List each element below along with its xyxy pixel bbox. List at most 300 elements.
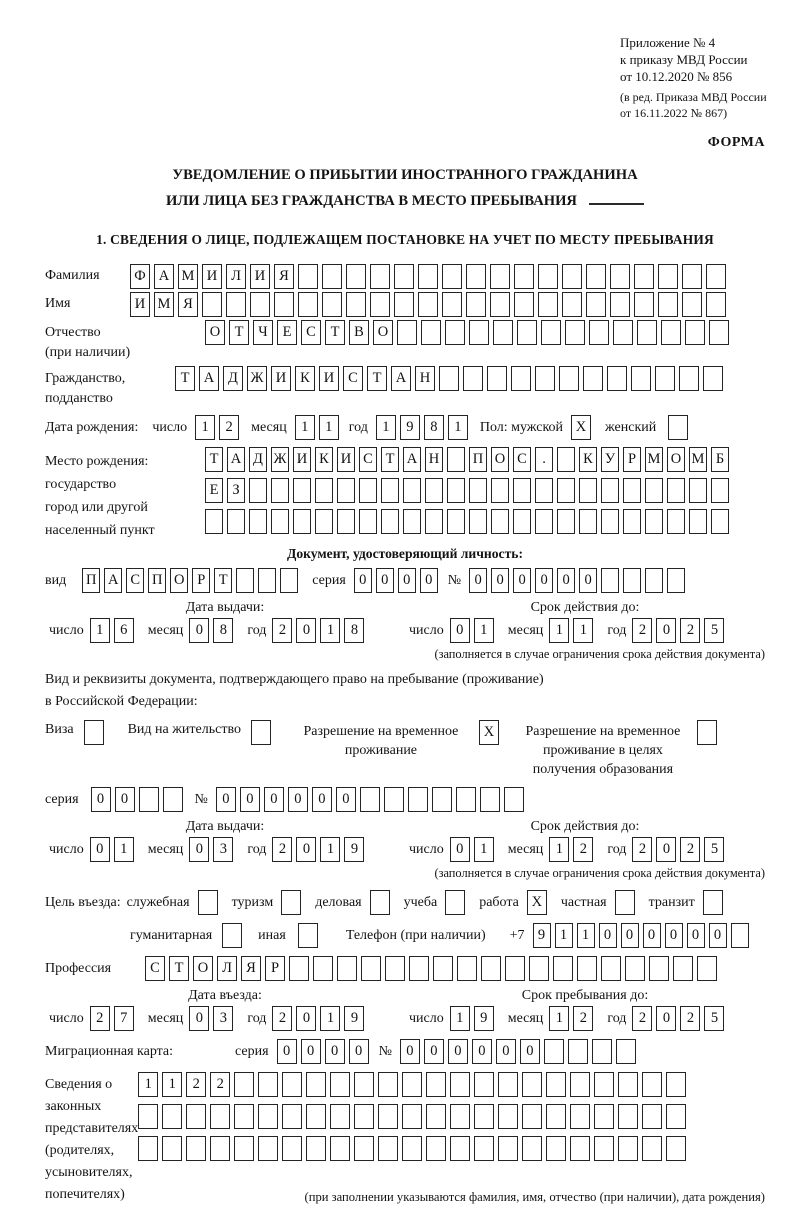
representative-cell[interactable]: [138, 1136, 158, 1161]
birth-place-cell[interactable]: [359, 509, 377, 534]
profession-cell[interactable]: [625, 956, 645, 981]
stay-year-cell[interactable]: 2: [680, 1006, 700, 1031]
name-cell[interactable]: И: [130, 292, 150, 317]
stay-day-cell[interactable]: 1: [450, 1006, 470, 1031]
valid-month-cell[interactable]: 1: [573, 618, 593, 643]
doc-type-cell[interactable]: О: [170, 568, 188, 593]
migration-number-cell[interactable]: [616, 1039, 636, 1064]
surname-cell[interactable]: [442, 264, 462, 289]
representative-cell[interactable]: [162, 1104, 182, 1129]
birth-place-cell[interactable]: К: [579, 447, 597, 472]
migration-series-cell[interactable]: 0: [301, 1039, 321, 1064]
patronymic-cell[interactable]: [541, 320, 561, 345]
doc-type-cell[interactable]: [280, 568, 298, 593]
representative-cell[interactable]: [522, 1136, 542, 1161]
profession-cell[interactable]: [337, 956, 357, 981]
issue-year-cell[interactable]: 9: [344, 837, 364, 862]
surname-cell[interactable]: [418, 264, 438, 289]
doc-number-cell[interactable]: [667, 568, 685, 593]
residence-number-cell[interactable]: [384, 787, 404, 812]
name-cell[interactable]: [298, 292, 318, 317]
name-cell[interactable]: [250, 292, 270, 317]
representative-cell[interactable]: [618, 1072, 638, 1097]
representative-cell[interactable]: [306, 1072, 326, 1097]
representative-cell[interactable]: [594, 1072, 614, 1097]
citizenship-cell[interactable]: [439, 366, 459, 391]
citizenship-cell[interactable]: [463, 366, 483, 391]
residence-series-cell[interactable]: 0: [91, 787, 111, 812]
name-cell[interactable]: Я: [178, 292, 198, 317]
birth-place-cell[interactable]: [513, 478, 531, 503]
representative-cell[interactable]: [618, 1104, 638, 1129]
valid-year-cell[interactable]: 0: [656, 618, 676, 643]
birth-place-cell[interactable]: [205, 509, 223, 534]
entry-year-cell[interactable]: 2: [272, 1006, 292, 1031]
official-checkbox[interactable]: [198, 890, 218, 915]
citizenship-cell[interactable]: С: [343, 366, 363, 391]
representative-cell[interactable]: [522, 1072, 542, 1097]
birth-place-cell[interactable]: М: [645, 447, 663, 472]
issue-day-cell[interactable]: 0: [90, 837, 110, 862]
name-cell[interactable]: [442, 292, 462, 317]
birth-place-cell[interactable]: [667, 478, 685, 503]
birth-place-cell[interactable]: [491, 509, 509, 534]
birth-place-cell[interactable]: [359, 478, 377, 503]
valid-month-cell[interactable]: 2: [573, 837, 593, 862]
representative-cell[interactable]: [234, 1136, 254, 1161]
birth-place-cell[interactable]: Р: [623, 447, 641, 472]
birth-place-cell[interactable]: .: [535, 447, 553, 472]
patronymic-cell[interactable]: Ч: [253, 320, 273, 345]
birth-place-cell[interactable]: [271, 509, 289, 534]
birth-place-cell[interactable]: [579, 478, 597, 503]
doc-type-cell[interactable]: П: [148, 568, 166, 593]
residence-series-cell[interactable]: [139, 787, 159, 812]
birth-place-cell[interactable]: [601, 509, 619, 534]
birth-day-cell[interactable]: 2: [219, 415, 239, 440]
residence-permit-checkbox[interactable]: [251, 720, 271, 745]
representative-cell[interactable]: [138, 1104, 158, 1129]
birth-place-cell[interactable]: [293, 478, 311, 503]
surname-cell[interactable]: [322, 264, 342, 289]
name-cell[interactable]: М: [154, 292, 174, 317]
name-cell[interactable]: [514, 292, 534, 317]
surname-cell[interactable]: [490, 264, 510, 289]
name-cell[interactable]: [226, 292, 246, 317]
doc-number-cell[interactable]: 0: [579, 568, 597, 593]
birth-place-cell[interactable]: С: [359, 447, 377, 472]
citizenship-cell[interactable]: [511, 366, 531, 391]
doc-type-cell[interactable]: Т: [214, 568, 232, 593]
residence-number-cell[interactable]: 0: [216, 787, 236, 812]
phone-digit-cell[interactable]: 0: [643, 923, 661, 948]
profession-cell[interactable]: Я: [241, 956, 261, 981]
birth-place-cell[interactable]: И: [337, 447, 355, 472]
birth-place-cell[interactable]: [469, 478, 487, 503]
representative-cell[interactable]: [498, 1136, 518, 1161]
representative-cell[interactable]: [426, 1072, 446, 1097]
migration-number-cell[interactable]: [544, 1039, 564, 1064]
profession-cell[interactable]: [529, 956, 549, 981]
doc-type-cell[interactable]: [258, 568, 276, 593]
phone-digit-cell[interactable]: 0: [621, 923, 639, 948]
patronymic-cell[interactable]: С: [301, 320, 321, 345]
representative-cell[interactable]: [618, 1136, 638, 1161]
entry-year-cell[interactable]: 1: [320, 1006, 340, 1031]
residence-number-cell[interactable]: [432, 787, 452, 812]
other-checkbox[interactable]: [298, 923, 318, 948]
valid-day-cell[interactable]: 1: [474, 837, 494, 862]
representative-cell[interactable]: [354, 1072, 374, 1097]
issue-month-cell[interactable]: 3: [213, 837, 233, 862]
doc-series-cell[interactable]: 0: [398, 568, 416, 593]
representative-cell[interactable]: [186, 1136, 206, 1161]
doc-type-cell[interactable]: А: [104, 568, 122, 593]
profession-cell[interactable]: [601, 956, 621, 981]
name-cell[interactable]: [346, 292, 366, 317]
valid-month-cell[interactable]: 1: [549, 618, 569, 643]
citizenship-cell[interactable]: А: [391, 366, 411, 391]
surname-cell[interactable]: Я: [274, 264, 294, 289]
representative-cell[interactable]: [234, 1072, 254, 1097]
residence-number-cell[interactable]: [480, 787, 500, 812]
name-cell[interactable]: [706, 292, 726, 317]
migration-number-cell[interactable]: 0: [400, 1039, 420, 1064]
birth-year-cell[interactable]: 1: [448, 415, 468, 440]
profession-cell[interactable]: Л: [217, 956, 237, 981]
valid-year-cell[interactable]: 2: [632, 618, 652, 643]
migration-number-cell[interactable]: 0: [496, 1039, 516, 1064]
entry-year-cell[interactable]: 9: [344, 1006, 364, 1031]
profession-cell[interactable]: [361, 956, 381, 981]
valid-month-cell[interactable]: 1: [549, 837, 569, 862]
migration-series-cell[interactable]: 0: [325, 1039, 345, 1064]
surname-cell[interactable]: [634, 264, 654, 289]
doc-number-cell[interactable]: [601, 568, 619, 593]
male-checkbox[interactable]: X: [571, 415, 591, 440]
valid-day-cell[interactable]: 0: [450, 837, 470, 862]
issue-year-cell[interactable]: 8: [344, 618, 364, 643]
representative-cell[interactable]: [498, 1104, 518, 1129]
profession-cell[interactable]: [385, 956, 405, 981]
doc-series-cell[interactable]: 0: [420, 568, 438, 593]
birth-place-cell[interactable]: Е: [205, 478, 223, 503]
representative-cell[interactable]: [570, 1136, 590, 1161]
edu-residence-checkbox[interactable]: [697, 720, 717, 745]
female-checkbox[interactable]: [668, 415, 688, 440]
birth-place-cell[interactable]: [447, 478, 465, 503]
name-cell[interactable]: [562, 292, 582, 317]
birth-place-cell[interactable]: [381, 509, 399, 534]
surname-cell[interactable]: [538, 264, 558, 289]
residence-number-cell[interactable]: [456, 787, 476, 812]
residence-number-cell[interactable]: 0: [312, 787, 332, 812]
birth-place-cell[interactable]: [337, 509, 355, 534]
representative-cell[interactable]: [354, 1104, 374, 1129]
issue-year-cell[interactable]: 2: [272, 837, 292, 862]
issue-month-cell[interactable]: 8: [213, 618, 233, 643]
birth-place-cell[interactable]: И: [293, 447, 311, 472]
doc-number-cell[interactable]: 0: [535, 568, 553, 593]
residence-number-cell[interactable]: 0: [288, 787, 308, 812]
stay-year-cell[interactable]: 0: [656, 1006, 676, 1031]
phone-digit-cell[interactable]: 0: [665, 923, 683, 948]
citizenship-cell[interactable]: Т: [175, 366, 195, 391]
phone-digit-cell[interactable]: 1: [577, 923, 595, 948]
valid-year-cell[interactable]: 2: [680, 618, 700, 643]
birth-place-cell[interactable]: [227, 509, 245, 534]
migration-number-cell[interactable]: 0: [472, 1039, 492, 1064]
doc-type-cell[interactable]: Р: [192, 568, 210, 593]
issue-day-cell[interactable]: 1: [114, 837, 134, 862]
birth-place-cell[interactable]: А: [227, 447, 245, 472]
stay-month-cell[interactable]: 2: [573, 1006, 593, 1031]
citizenship-cell[interactable]: К: [295, 366, 315, 391]
transit-checkbox[interactable]: [703, 890, 723, 915]
birth-place-cell[interactable]: [645, 478, 663, 503]
valid-day-cell[interactable]: 0: [450, 618, 470, 643]
residence-number-cell[interactable]: [504, 787, 524, 812]
citizenship-cell[interactable]: [535, 366, 555, 391]
citizenship-cell[interactable]: [655, 366, 675, 391]
name-cell[interactable]: [370, 292, 390, 317]
name-cell[interactable]: [466, 292, 486, 317]
residence-number-cell[interactable]: [360, 787, 380, 812]
birth-place-cell[interactable]: [601, 478, 619, 503]
patronymic-cell[interactable]: О: [373, 320, 393, 345]
representative-cell[interactable]: 1: [138, 1072, 158, 1097]
phone-digit-cell[interactable]: 0: [599, 923, 617, 948]
patronymic-cell[interactable]: Т: [229, 320, 249, 345]
representative-cell[interactable]: [450, 1072, 470, 1097]
birth-place-cell[interactable]: У: [601, 447, 619, 472]
birth-place-cell[interactable]: М: [689, 447, 707, 472]
doc-series-cell[interactable]: 0: [376, 568, 394, 593]
birth-place-cell[interactable]: [535, 509, 553, 534]
valid-year-cell[interactable]: 5: [704, 837, 724, 862]
name-cell[interactable]: [274, 292, 294, 317]
valid-day-cell[interactable]: 1: [474, 618, 494, 643]
representative-cell[interactable]: [546, 1136, 566, 1161]
representative-cell[interactable]: [642, 1136, 662, 1161]
doc-number-cell[interactable]: [645, 568, 663, 593]
representative-cell[interactable]: [498, 1072, 518, 1097]
patronymic-cell[interactable]: [685, 320, 705, 345]
patronymic-cell[interactable]: [445, 320, 465, 345]
surname-cell[interactable]: И: [250, 264, 270, 289]
patronymic-cell[interactable]: [469, 320, 489, 345]
residence-series-cell[interactable]: 0: [115, 787, 135, 812]
patronymic-cell[interactable]: В: [349, 320, 369, 345]
surname-cell[interactable]: А: [154, 264, 174, 289]
birth-place-cell[interactable]: [579, 509, 597, 534]
representative-cell[interactable]: [162, 1136, 182, 1161]
entry-day-cell[interactable]: 2: [90, 1006, 110, 1031]
profession-cell[interactable]: [577, 956, 597, 981]
birth-place-cell[interactable]: Н: [425, 447, 443, 472]
representative-cell[interactable]: [666, 1072, 686, 1097]
birth-place-cell[interactable]: [711, 478, 729, 503]
representative-cell[interactable]: [210, 1104, 230, 1129]
representative-cell[interactable]: [306, 1136, 326, 1161]
patronymic-cell[interactable]: [493, 320, 513, 345]
representative-cell[interactable]: [426, 1136, 446, 1161]
surname-cell[interactable]: [610, 264, 630, 289]
study-checkbox[interactable]: [445, 890, 465, 915]
patronymic-cell[interactable]: [709, 320, 729, 345]
birth-month-cell[interactable]: 1: [319, 415, 339, 440]
representative-cell[interactable]: [258, 1136, 278, 1161]
representative-cell[interactable]: [474, 1072, 494, 1097]
name-cell[interactable]: [538, 292, 558, 317]
birth-year-cell[interactable]: 1: [376, 415, 396, 440]
migration-number-cell[interactable]: [568, 1039, 588, 1064]
patronymic-cell[interactable]: Е: [277, 320, 297, 345]
birth-place-cell[interactable]: [425, 478, 443, 503]
birth-year-cell[interactable]: 9: [400, 415, 420, 440]
issue-day-cell[interactable]: 6: [114, 618, 134, 643]
representative-cell[interactable]: [378, 1104, 398, 1129]
phone-digit-cell[interactable]: 0: [709, 923, 727, 948]
patronymic-cell[interactable]: [565, 320, 585, 345]
representative-cell[interactable]: [642, 1072, 662, 1097]
representative-cell[interactable]: [402, 1072, 422, 1097]
valid-year-cell[interactable]: 5: [704, 618, 724, 643]
representative-cell[interactable]: [378, 1136, 398, 1161]
residence-number-cell[interactable]: [408, 787, 428, 812]
citizenship-cell[interactable]: Д: [223, 366, 243, 391]
citizenship-cell[interactable]: И: [271, 366, 291, 391]
representative-cell[interactable]: [210, 1136, 230, 1161]
doc-number-cell[interactable]: [623, 568, 641, 593]
stay-month-cell[interactable]: 1: [549, 1006, 569, 1031]
citizenship-cell[interactable]: [703, 366, 723, 391]
birth-place-cell[interactable]: П: [469, 447, 487, 472]
humanitarian-checkbox[interactable]: [222, 923, 242, 948]
birth-place-cell[interactable]: [293, 509, 311, 534]
citizenship-cell[interactable]: А: [199, 366, 219, 391]
doc-series-cell[interactable]: 0: [354, 568, 372, 593]
representative-cell[interactable]: [450, 1136, 470, 1161]
representative-cell[interactable]: [282, 1104, 302, 1129]
birth-place-cell[interactable]: З: [227, 478, 245, 503]
name-cell[interactable]: [394, 292, 414, 317]
surname-cell[interactable]: Л: [226, 264, 246, 289]
representative-cell[interactable]: [402, 1104, 422, 1129]
birth-place-cell[interactable]: [645, 509, 663, 534]
profession-cell[interactable]: [697, 956, 717, 981]
issue-year-cell[interactable]: 1: [320, 618, 340, 643]
birth-place-cell[interactable]: [557, 447, 575, 472]
birth-place-cell[interactable]: А: [403, 447, 421, 472]
doc-number-cell[interactable]: 0: [513, 568, 531, 593]
citizenship-cell[interactable]: [583, 366, 603, 391]
birth-place-cell[interactable]: [249, 478, 267, 503]
tourism-checkbox[interactable]: [281, 890, 301, 915]
patronymic-cell[interactable]: [637, 320, 657, 345]
birth-place-cell[interactable]: Б: [711, 447, 729, 472]
birth-place-cell[interactable]: [315, 509, 333, 534]
birth-place-cell[interactable]: [711, 509, 729, 534]
profession-cell[interactable]: [289, 956, 309, 981]
birth-place-cell[interactable]: Т: [381, 447, 399, 472]
representative-cell[interactable]: 1: [162, 1072, 182, 1097]
representative-cell[interactable]: [666, 1136, 686, 1161]
surname-cell[interactable]: [394, 264, 414, 289]
birth-place-cell[interactable]: [381, 478, 399, 503]
birth-place-cell[interactable]: О: [667, 447, 685, 472]
citizenship-cell[interactable]: Ж: [247, 366, 267, 391]
citizenship-cell[interactable]: [679, 366, 699, 391]
valid-year-cell[interactable]: 2: [632, 837, 652, 862]
birth-place-cell[interactable]: [623, 509, 641, 534]
residence-number-cell[interactable]: 0: [336, 787, 356, 812]
profession-cell[interactable]: [433, 956, 453, 981]
residence-number-cell[interactable]: 0: [264, 787, 284, 812]
citizenship-cell[interactable]: [487, 366, 507, 391]
surname-cell[interactable]: И: [202, 264, 222, 289]
surname-cell[interactable]: [466, 264, 486, 289]
birth-place-cell[interactable]: [315, 478, 333, 503]
phone-digit-cell[interactable]: 0: [687, 923, 705, 948]
work-checkbox[interactable]: X: [527, 890, 547, 915]
birth-place-cell[interactable]: [491, 478, 509, 503]
birth-place-cell[interactable]: Ж: [271, 447, 289, 472]
name-cell[interactable]: [634, 292, 654, 317]
birth-place-cell[interactable]: [403, 478, 421, 503]
representative-cell[interactable]: [258, 1072, 278, 1097]
representative-cell[interactable]: [642, 1104, 662, 1129]
surname-cell[interactable]: [370, 264, 390, 289]
representative-cell[interactable]: [570, 1104, 590, 1129]
birth-place-cell[interactable]: К: [315, 447, 333, 472]
representative-cell[interactable]: [258, 1104, 278, 1129]
doc-number-cell[interactable]: 0: [491, 568, 509, 593]
surname-cell[interactable]: [346, 264, 366, 289]
representative-cell[interactable]: [426, 1104, 446, 1129]
profession-cell[interactable]: [313, 956, 333, 981]
name-cell[interactable]: [490, 292, 510, 317]
representative-cell[interactable]: [522, 1104, 542, 1129]
surname-cell[interactable]: М: [178, 264, 198, 289]
representative-cell[interactable]: [474, 1136, 494, 1161]
name-cell[interactable]: [418, 292, 438, 317]
private-checkbox[interactable]: [615, 890, 635, 915]
migration-series-cell[interactable]: 0: [277, 1039, 297, 1064]
representative-cell[interactable]: [234, 1104, 254, 1129]
birth-place-cell[interactable]: О: [491, 447, 509, 472]
birth-place-cell[interactable]: С: [513, 447, 531, 472]
representative-cell[interactable]: 2: [210, 1072, 230, 1097]
doc-type-cell[interactable]: [236, 568, 254, 593]
citizenship-cell[interactable]: Т: [367, 366, 387, 391]
surname-cell[interactable]: [682, 264, 702, 289]
business-checkbox[interactable]: [370, 890, 390, 915]
birth-place-cell[interactable]: [513, 509, 531, 534]
representative-cell[interactable]: [666, 1104, 686, 1129]
valid-year-cell[interactable]: 0: [656, 837, 676, 862]
issue-year-cell[interactable]: 1: [320, 837, 340, 862]
representative-cell[interactable]: [546, 1072, 566, 1097]
stay-year-cell[interactable]: 5: [704, 1006, 724, 1031]
surname-cell[interactable]: [562, 264, 582, 289]
representative-cell[interactable]: [594, 1136, 614, 1161]
birth-place-cell[interactable]: [271, 478, 289, 503]
surname-cell[interactable]: [514, 264, 534, 289]
visa-checkbox[interactable]: [84, 720, 104, 745]
citizenship-cell[interactable]: [607, 366, 627, 391]
residence-number-cell[interactable]: 0: [240, 787, 260, 812]
